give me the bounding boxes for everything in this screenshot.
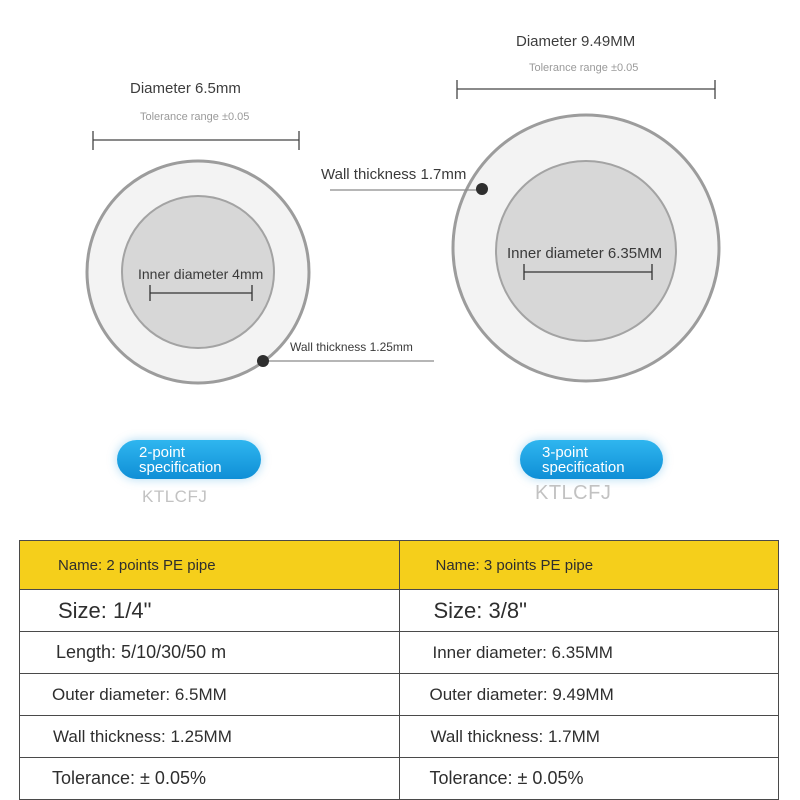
cell-tolerance-3-point: Tolerance: ± 0.05% bbox=[399, 758, 779, 800]
left-diameter-label: Diameter 6.5mm bbox=[130, 80, 241, 97]
left-brand-watermark: KTLCFJ bbox=[142, 487, 208, 506]
two-point-spec-badge bbox=[117, 440, 261, 479]
table-row bbox=[20, 590, 779, 632]
right-wall-marker bbox=[476, 183, 488, 195]
cell-inner-diameter-3-point: Inner diameter: 6.35MM bbox=[399, 632, 779, 674]
table-row bbox=[20, 758, 779, 800]
cell-wall-thickness-3-point: Wall thickness: 1.7MM bbox=[399, 716, 779, 758]
left-inner-diameter-label: Inner diameter 4mm bbox=[138, 266, 264, 282]
header-cell-3-point: Name: 3 points PE pipe bbox=[399, 541, 779, 590]
table-row bbox=[20, 632, 779, 674]
left-tolerance-label: Tolerance range ±0.05 bbox=[140, 111, 250, 123]
table-row bbox=[20, 716, 779, 758]
right-wall-thickness-label: Wall thickness 1.7mm bbox=[321, 166, 467, 183]
left-wall-thickness-label: Wall thickness 1.25mm bbox=[290, 340, 413, 354]
two-point-badge-line1: 2-point bbox=[139, 444, 185, 461]
right-diameter-bracket bbox=[457, 80, 715, 99]
cell-wall-thickness-2-point: Wall thickness: 1.25MM bbox=[20, 716, 400, 758]
right-inner-diameter-label: Inner diameter 6.35MM bbox=[507, 245, 663, 262]
three-point-badge-line1: 3-point bbox=[542, 444, 588, 461]
spec-table bbox=[19, 540, 779, 800]
three-point-badge-line2: specification bbox=[542, 459, 625, 476]
two-point-badge-line2: specification bbox=[139, 459, 222, 476]
table-row bbox=[20, 674, 779, 716]
left-wall-marker bbox=[257, 355, 269, 367]
right-tolerance-label: Tolerance range ±0.05 bbox=[529, 62, 639, 74]
cell-length-2-point: Length: 5/10/30/50 m bbox=[20, 632, 400, 674]
cell-size-2-point: Size: 1/4" bbox=[20, 590, 400, 632]
header-cell-2-point: Name: 2 points PE pipe bbox=[20, 541, 400, 590]
right-brand-watermark: KTLCFJ bbox=[535, 482, 612, 504]
left-diameter-bracket bbox=[93, 131, 299, 150]
cell-outer-diameter-2-point: Outer diameter: 6.5MM bbox=[20, 674, 400, 716]
cell-tolerance-2-point: Tolerance: ± 0.05% bbox=[20, 758, 400, 800]
table-header-row bbox=[20, 541, 779, 590]
cell-size-3-point: Size: 3/8" bbox=[399, 590, 779, 632]
right-diameter-label: Diameter 9.49MM bbox=[516, 33, 636, 50]
cell-outer-diameter-3-point: Outer diameter: 9.49MM bbox=[399, 674, 779, 716]
three-point-spec-badge bbox=[520, 440, 663, 479]
